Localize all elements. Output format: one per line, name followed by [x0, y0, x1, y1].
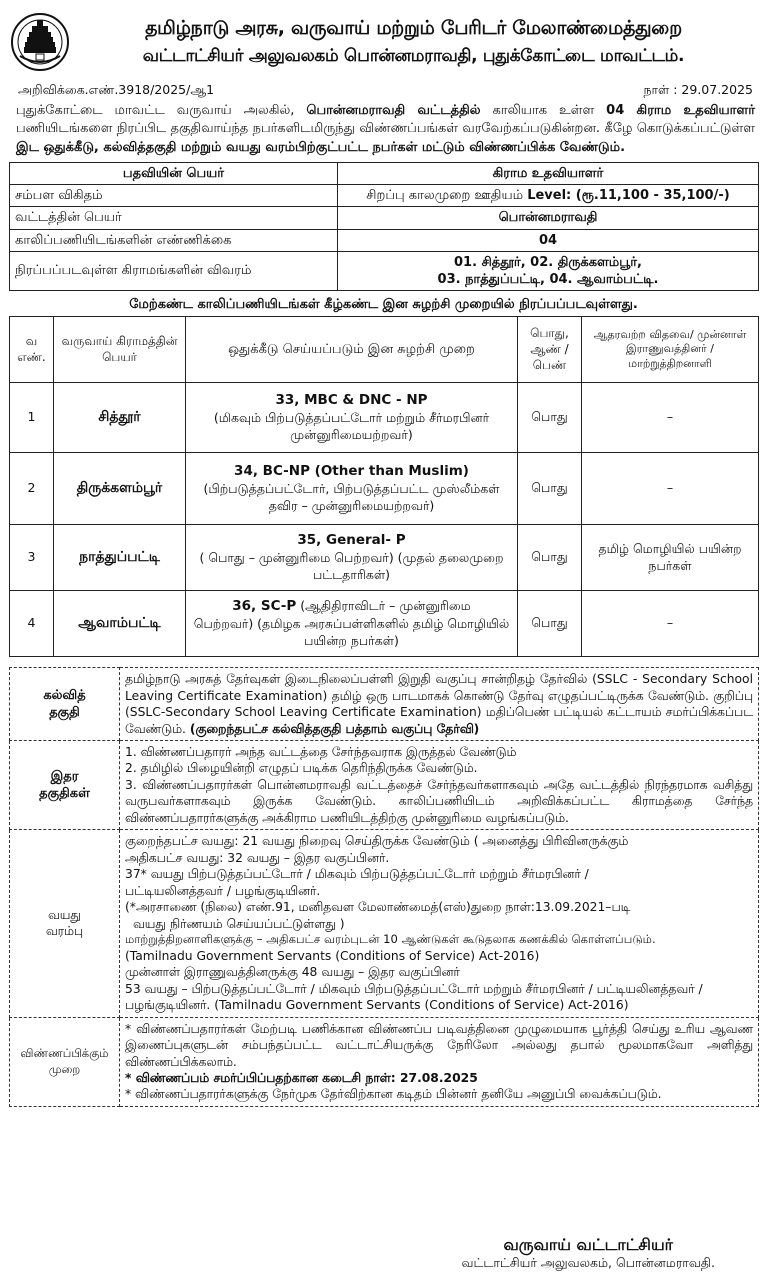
row-description: ( பொது – முன்னுரிமை பெற்றவர்) (முதல் தலைமுறை பட்டதாரிகள்) — [199, 550, 504, 582]
special-header: ஆதரவற்ற விதவை/ முன்னாள் இராணுவத்தினர் / மாற்றுத்திறனாளி — [582, 317, 759, 383]
list-item: * விண்ணப்பதாரர்கள் மேற்படி பணிக்கான விண்ணப்ப படிவத்தினை முழுமையாக பூர்த்தி செய்து உரிய ஆவண இணைப்புகளுடன் சம்பந்தப்பட்ட வட்டாட்சியருக்கு நேரிலோ அல்லது தபால் மூலமாகவோ அளித்து விண்ணப்பிக்கலாம். — [125, 1021, 753, 1069]
age-limit-text — [120, 830, 759, 1017]
office-title: வட்டாட்சியர் அலுவலகம் பொன்னமராவதி, புதுக்கோட்டை மாவட்டம். — [142, 46, 685, 67]
list-item: 53 வயது – பிற்படுத்தப்பட்டோர் / மிகவும் பிற்படுத்தப்பட்டோர் மற்றும் சீர்மரபினர் / பட்டியலினத்தவர் / பழங்குடியினர். (Tamilnadu Government Servants (Conditions of Service) Act-2016) — [125, 981, 703, 1013]
rotation-note: மேற்கண்ட காலிப்பணியிடங்கள் கீழ்கண்ட இன சுழற்சி முறையில் நிரப்பப்படவுள்ளது. — [129, 296, 638, 312]
list-item: முன்னாள் இராணுவத்தினருக்கு 48 வயது – இதர வகுப்பினர் — [125, 965, 460, 980]
row-sno: 1 — [10, 383, 54, 453]
row-village: நாத்துப்பட்டி — [54, 525, 186, 591]
intro-segment: இட ஒதுக்கீடு, கல்வித்தகுதி மற்றும் வயது வரம்பிற்குட்பட்ட நபர்கள் மட்டும் விண்ணப்பிக்க வேண்டும். — [16, 140, 626, 156]
list-item: 2. தமிழில் பிழையின்றி எழுதப் படிக்க தெரிந்திருக்க வேண்டும். — [125, 761, 478, 776]
list-item: * விண்ணப்பதாரர்களுக்கு நேர்முக தேர்விற்கான கடிதம் பின்னர் தனியே அனுப்பி வைக்கப்படும். — [125, 1087, 662, 1102]
pay-level: Level: (ரூ.11,100 - 35,100/-) — [527, 188, 730, 204]
post-name-header: பதவியின் பெயர் — [10, 163, 338, 185]
row-reservation — [186, 525, 518, 591]
age-limit-label — [10, 830, 120, 1017]
villages-line-2: 03. நாத்துப்பட்டி, 04. ஆவாம்பட்டி. — [437, 271, 659, 287]
page-header — [0, 0, 767, 78]
taluk-name-value: பொன்னமராவதி — [338, 207, 759, 229]
row-village: சித்தூர் — [54, 383, 186, 453]
tamil-nadu-emblem-icon — [10, 10, 70, 74]
villages-label: நிரப்பப்படவுள்ள கிராமங்களின் விவரம் — [10, 251, 338, 290]
village-header: வருவாய் கிராமத்தின் பெயர் — [54, 317, 186, 383]
list-item: மாற்றுத்திறனாளிகளுக்கு – அதிகபட்ச வரம்புடன் 10 ஆண்டுகள் கூடுதலாக கணக்கில் கொள்ளப்படும். — [125, 932, 656, 947]
vacancy-count-label: காலிப்பணியிடங்களின் எண்ணிக்கை — [10, 229, 338, 251]
list-item: (Tamilnadu Government Servants (Conditions of Service) Act-2016) — [125, 948, 540, 963]
apply-method-label — [10, 1017, 120, 1106]
intro-segment: பணியிடங்களை நிரப்பிட தகுதிவாய்ந்த நபர்களிடமிருந்து விண்ணப்பங்கள் வரவேற்கப்படுகின்றன. கீழே கொடுக்கப்பட்டுள்ள — [16, 121, 755, 137]
list-item: 37* வயது பிற்படுத்தப்பட்டோர் / மிகவும் பிற்படுத்தப்பட்டோர் மற்றும் சீர்மரபினர் / — [125, 867, 589, 882]
education-row — [10, 668, 759, 741]
education-label-line1: கல்வித் — [43, 687, 86, 703]
row-reservation — [186, 591, 518, 657]
gender-header: பொது, ஆண் / பெண் — [518, 317, 582, 383]
row-sno: 3 — [10, 525, 54, 591]
table-row — [10, 251, 759, 290]
last-date: * விண்ணப்பம் சமர்ப்பிப்பதற்கான கடைசி நாள்: 27.08.2025 — [125, 1070, 478, 1085]
department-title: தமிழ்நாடு அரசு, வருவாய் மற்றும் பேரிடர் மேலாண்மைத்துறை — [145, 17, 682, 40]
education-minimum: (குறைந்தபட்ச கல்வித்தகுதி பத்தாம் வகுப்பு தேர்வி) — [189, 721, 480, 736]
row-gender: பொது — [518, 591, 582, 657]
intro-paragraph — [0, 99, 767, 163]
table-row — [10, 185, 759, 207]
other-qualifications-label — [10, 741, 120, 830]
row-description-inline: (ஆதிதிராவிடர் – முன்னுரிமை — [296, 598, 471, 614]
row-category-line — [191, 598, 512, 616]
other-qualifications-text — [120, 741, 759, 830]
notice-number: அறிவிக்கை.எண்.3918/2025/ஆ1 — [18, 82, 215, 97]
row-description: பெற்றவர்) (தமிழக அரசுப்பள்ளிகளில் தமிழ் மொழியில் பயின்ற நபர்கள்) — [193, 616, 510, 648]
list-item: 3. விண்ணப்பதாரர்கள் பொன்னமராவதி வட்டத்தைச் சேர்ந்தவர்களாகவும் அதே வட்டத்தில் நிரந்தரமாக வசித்து வருபவர்களாகவும் இருக்க வேண்டும். காலிப்பணியிடம் அறிவிக்கப்பட்ட கிராமத்தை சேர்ந்த விண்ணப்பதாரர்களுக்கு அக்கிராம பணியிடத்திற்கு முன்னுரிமை வழங்கப்படும். — [125, 777, 753, 825]
table-row — [10, 207, 759, 229]
table-header-row — [10, 317, 759, 383]
row-gender: பொது — [518, 453, 582, 525]
row-village: திருக்களம்பூர் — [54, 453, 186, 525]
row-category: 34, BC-NP (Other than Muslim) — [234, 463, 469, 480]
table-row — [10, 591, 759, 657]
pay-scale-value — [338, 185, 759, 207]
taluk-name-label: வட்டத்தின் பெயர் — [10, 207, 338, 229]
vacancy-count-value: 04 — [338, 229, 759, 251]
row-sno: 2 — [10, 453, 54, 525]
age-limit-row — [10, 830, 759, 1017]
row-category: 33, MBC & DNC - NP — [275, 392, 428, 409]
row-category: 35, General- P — [297, 532, 406, 549]
post-details-table — [9, 162, 759, 291]
reservation-header: ஒதுக்கீடு செய்யப்படும் இன சுழற்சி முறை — [186, 317, 518, 383]
apply-label-line1: விண்ணப்பிக்கும் — [20, 1046, 109, 1061]
table-row — [10, 229, 759, 251]
row-gender: பொது — [518, 525, 582, 591]
list-item: பட்டியலினத்தவர் / பழங்குடியினர். — [125, 883, 321, 898]
list-item: குறைந்தபட்ச வயது: 21 வயது நிறைவு செய்திருக்க வேண்டும் ( அனைத்து பிரிவினருக்கும் — [125, 834, 629, 849]
table-row — [10, 453, 759, 525]
age-label-line1: வயது — [48, 907, 81, 922]
pay-scale-label: சம்பள விகிதம் — [10, 185, 338, 207]
row-reservation — [186, 383, 518, 453]
education-label — [10, 668, 120, 741]
pay-scale-text: சிறப்பு காலமுறை ஊதியம் — [366, 188, 528, 204]
villages-line-1: 01. சித்தூர், 02. திருக்களம்பூர், — [454, 254, 642, 270]
signature-block — [462, 1234, 716, 1272]
villages-value — [338, 251, 759, 290]
intro-segment: புதுக்கோட்டை மாவட்ட வருவாய் அலகில், — [16, 102, 307, 118]
row-gender: பொது — [518, 383, 582, 453]
intro-segment: பொன்னமராவதி வட்டத்தில் — [306, 102, 481, 118]
table-row — [10, 525, 759, 591]
education-text — [120, 668, 759, 741]
other-label-line2: தகுதிகள் — [39, 786, 90, 802]
apply-method-text — [120, 1017, 759, 1106]
signatory-office: வட்டாட்சியர் அலுவலகம், பொன்னமராவதி. — [461, 1255, 715, 1271]
other-label-line1: இதர — [50, 768, 79, 784]
post-name-value: கிராம உதவியாளர் — [338, 163, 759, 185]
qualification-table — [9, 667, 759, 1107]
row-village: ஆவாம்பட்டி — [54, 591, 186, 657]
list-item: (*அரசாணை (நிலை) எண்.91, மனிதவள மேலாண்மைத்(எஸ்)துறை நாள்:13.09.2021–படி — [125, 900, 631, 915]
apply-label-line2: முறை — [48, 1061, 81, 1076]
table-header-row — [10, 163, 759, 185]
education-requirement: தமிழ்நாடு அரசுத் தேர்வுகள் இடைநிலைப்பள்ளி இறுதி வகுப்பு சான்றிதழ் தேர்வில் (SSLC - Secondary School Leaving Certificate Examination) தமிழ் ஒரு பாடமாகக் கொண்டு தேர்வு எழுதப்பட்டிருக்க வேண்டும். குறிப்பு (SSLC-Secondary School Leaving Certificate Examination) மதிப்பெண் பட்டியல் கட்டாயம் சமர்ப்பிக்கப்பட வேண்டும். — [125, 672, 753, 736]
intro-segment: 04 கிராம உதவியாளர் — [606, 102, 755, 118]
sno-header: வ எண். — [10, 317, 54, 383]
list-item: அதிகபட்ச வயது: 32 வயது – இதர வகுப்பினர். — [125, 850, 390, 865]
education-label-line2: தகுதி — [49, 705, 80, 721]
notice-date: நாள் : 29.07.2025 — [643, 82, 753, 97]
row-reservation — [186, 453, 518, 525]
age-label-line2: வரம்பு — [45, 924, 84, 939]
rotation-table — [9, 316, 759, 657]
apply-method-row — [10, 1017, 759, 1106]
row-special: – — [582, 591, 759, 657]
list-item: 1. விண்ணப்பதாரர் அந்த வட்டத்தை சேர்ந்தவராக இருத்தல் வேண்டும் — [125, 745, 517, 759]
row-category: 36, SC-P — [232, 598, 297, 615]
list-item: வயது நிர்ணயம் செய்யப்பட்டுள்ளது ) — [133, 916, 345, 931]
table-row — [10, 383, 759, 453]
row-special: தமிழ் மொழியில் பயின்ற நபர்கள் — [582, 525, 759, 591]
intro-segment: காலியாக உள்ள — [480, 102, 607, 118]
signatory-title: வருவாய் வட்டாட்சியர் — [503, 1235, 674, 1254]
row-special: – — [582, 383, 759, 453]
row-special: – — [582, 453, 759, 525]
row-sno: 4 — [10, 591, 54, 657]
notice-meta — [0, 78, 767, 99]
row-description: (மிகவும் பிற்படுத்தப்பட்டோர் மற்றும் சீர்மரபினர் முன்னுரிமையற்றவர்) — [213, 410, 490, 442]
other-qualifications-row — [10, 741, 759, 830]
row-description: (பிற்படுத்தப்பட்டோர், பிற்படுத்தப்பட்ட முஸ்லீம்கள் தவிர – முன்னுரிமையற்றவர்) — [203, 481, 500, 513]
